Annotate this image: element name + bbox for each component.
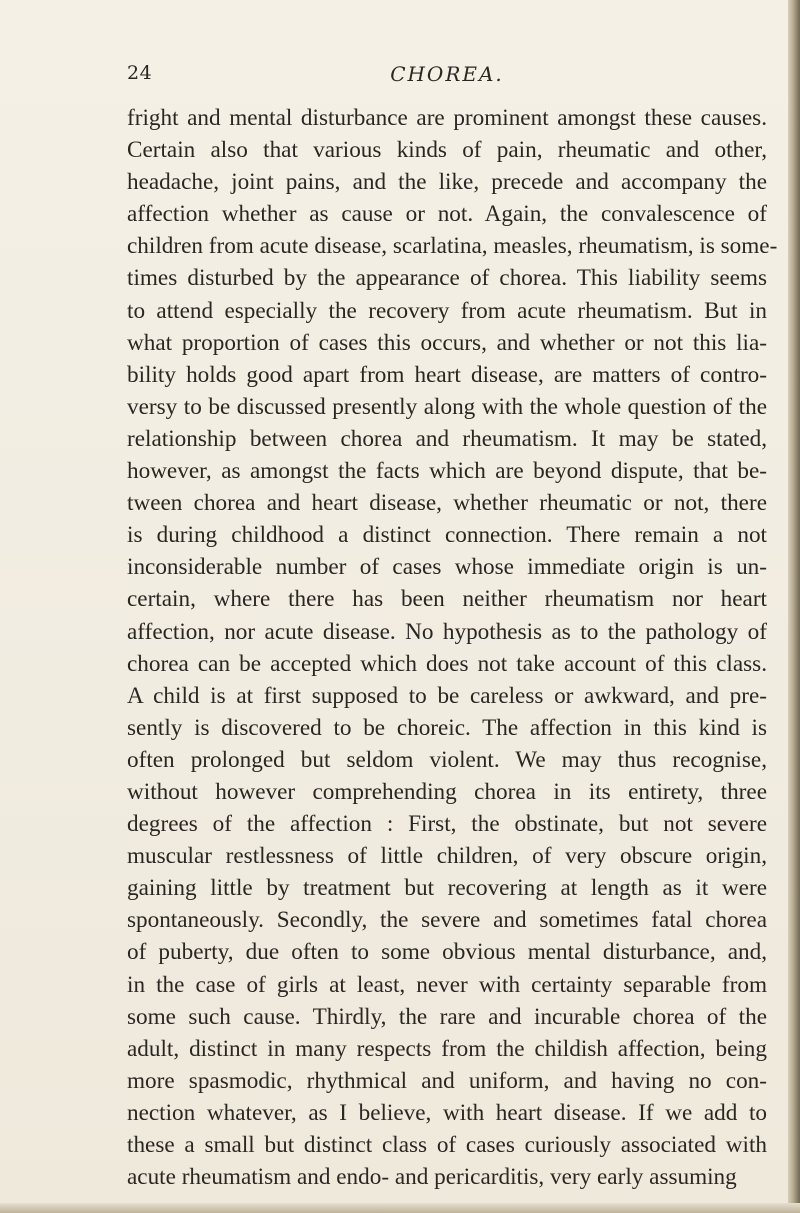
- text-line: bility holds good apart from heart disease, are matters of contro-: [127, 361, 767, 388]
- text-line: certain, where there has been neither rheumatism nor heart: [127, 586, 767, 613]
- text-line: versy to be discussed presently along with the whole question of the: [127, 393, 767, 420]
- text-line: some such cause. Thirdly, the rare and incurable chorea of the: [127, 1003, 767, 1030]
- text-line: adult, distinct in many respects from the childish affection, being: [127, 1035, 767, 1062]
- text-line: affection whether as cause or not. Again, the convalescence of: [127, 201, 767, 228]
- text-line: nection whatever, as I believe, with heart disease. If we add to: [127, 1099, 767, 1126]
- text-line: chorea can be accepted which does not take account of this class.: [127, 650, 767, 677]
- text-line: relationship between chorea and rheumatism. It may be stated,: [127, 425, 767, 452]
- text-line: of puberty, due often to some obvious mental disturbance, and,: [127, 939, 767, 966]
- text-line: often prolonged but seldom violent. We may thus recognise,: [127, 746, 767, 773]
- text-line: spontaneously. Secondly, the severe and sometimes fatal chorea: [127, 907, 767, 934]
- page-spine-edge: [788, 0, 800, 1213]
- text-line: what proportion of cases this occurs, and whether or not this lia-: [127, 329, 767, 356]
- text-line: Certain also that various kinds of pain, rheumatic and other,: [127, 137, 767, 164]
- text-line: muscular restlessness of little children, of very obscure origin,: [127, 843, 767, 870]
- text-line: these a small but distinct class of cases curiously associated with: [127, 1132, 767, 1158]
- text-line: without however comprehending chorea in its entirety, three: [127, 778, 767, 805]
- text-line: to attend especially the recovery from acute rheumatism. But in: [127, 297, 767, 324]
- text-line: headache, joint pains, and the like, precede and accompany the: [127, 169, 767, 196]
- text-line: children from acute disease, scarlatina, measles, rheumatism, is some-: [127, 233, 778, 260]
- text-line: however, as amongst the facts which are beyond dispute, that be-: [127, 458, 767, 485]
- text-line: in the case of girls at least, never with certainty separable from: [127, 971, 767, 998]
- running-title: CHOREA.: [390, 62, 504, 86]
- text-line: is during childhood a distinct connection. There remain a not: [127, 522, 767, 549]
- page-header: [127, 62, 767, 92]
- text-line: tween chorea and heart disease, whether rheumatic or not, there: [127, 490, 767, 517]
- text-line: more spasmodic, rhythmical and uniform, and having no con-: [127, 1067, 767, 1094]
- page-bottom-edge: [0, 1203, 800, 1213]
- text-line: gaining little by treatment but recovering at length as it were: [127, 875, 767, 902]
- page-number: 24: [127, 62, 153, 84]
- text-line: fright and mental disturbance are prominent amongst these causes.: [127, 105, 767, 131]
- text-line: A child is at first supposed to be careless or awkward, and pre-: [127, 682, 767, 709]
- text-line: inconsiderable number of cases whose immediate origin is un-: [127, 554, 767, 581]
- text-line: times disturbed by the appearance of chorea. This liability seems: [127, 265, 767, 292]
- text-line: sently is discovered to be choreic. The affection in this kind is: [127, 714, 767, 741]
- text-line: affection, nor acute disease. No hypothesis as to the pathology of: [127, 618, 767, 645]
- text-line: degrees of the affection : First, the obstinate, but not severe: [127, 811, 767, 838]
- body-text: [127, 102, 778, 1193]
- text-line: acute rheumatism and endo- and pericarditis, very early assuming: [127, 1164, 737, 1191]
